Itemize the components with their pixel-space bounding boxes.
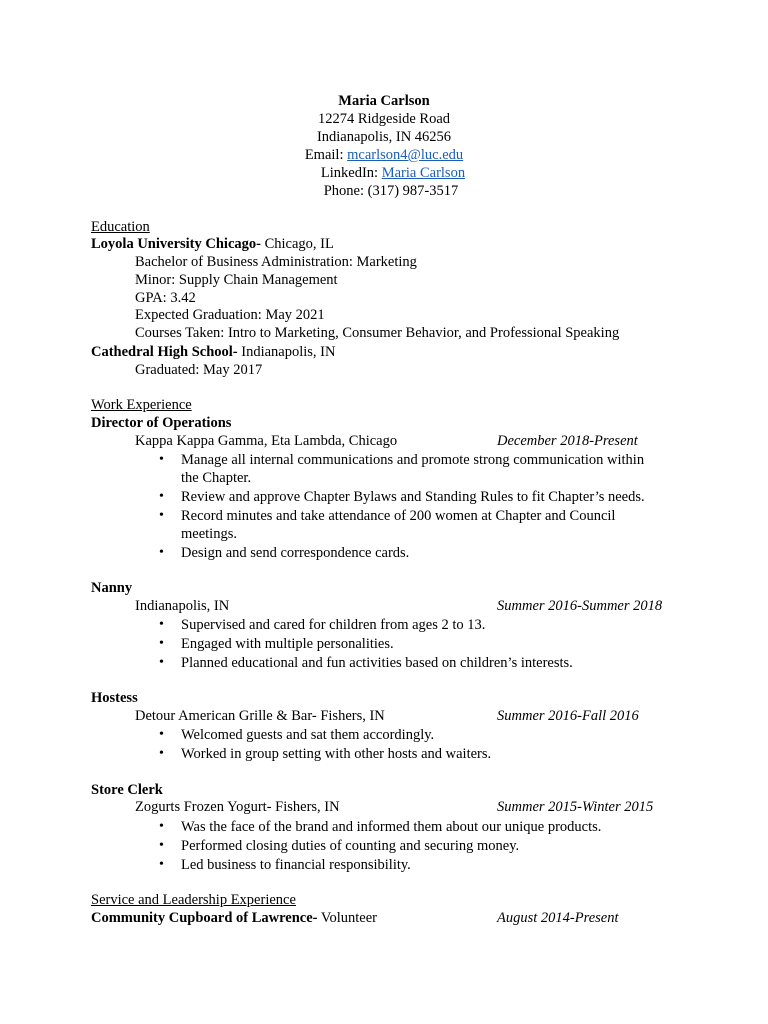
job-4-org: Zogurts Frozen Yogurt- Fishers, IN (135, 799, 340, 815)
applicant-name: Maria Carlson (338, 93, 430, 109)
list-item: • Welcomed guests and sat them accordingly. (157, 726, 657, 744)
address-line-1: 12274 Ridgeside Road (317, 111, 451, 127)
service-role: Volunteer (317, 910, 377, 926)
list-item: • Manage all internal communications and promote strong communication within the Chapter. (157, 451, 657, 487)
school-2-graduated: Graduated: May 2017 (135, 362, 263, 378)
list-item: • Planned educational and fun activities based on children’s interests. (157, 654, 657, 672)
job-4-role: Store Clerk (91, 782, 163, 798)
school-2-name: Cathedral High School- (91, 344, 238, 360)
linkedin-link[interactable]: Maria Carlson (381, 165, 466, 181)
education-heading: Education (91, 219, 150, 235)
job-4-dates: Summer 2015-Winter 2015 (497, 799, 654, 815)
service-heading: Service and Leadership Experience (91, 892, 296, 908)
school-1-location: Chicago, IL (260, 236, 334, 252)
job-2-role: Nanny (91, 580, 133, 596)
list-item: • Engaged with multiple personalities. (157, 635, 657, 653)
job-3-dates: Summer 2016-Fall 2016 (497, 708, 639, 724)
email-link[interactable]: mcarlson4@luc.edu (347, 147, 464, 163)
list-item: • Was the face of the brand and informed them about our unique products. (157, 818, 657, 836)
job-1-bullets (157, 451, 657, 563)
email-line (0, 146, 768, 164)
list-item: • Review and approve Chapter Bylaws and Standing Rules to fit Chapter’s needs. (157, 488, 657, 506)
school-1-name: Loyola University Chicago- (91, 236, 261, 252)
service-org (91, 909, 377, 927)
linkedin-label: LinkedIn: (320, 165, 382, 181)
contact-header (0, 92, 768, 200)
job-3-role: Hostess (91, 690, 138, 706)
list-item: • Worked in group setting with other hosts and waiters. (157, 745, 657, 763)
address-line-2: Indianapolis, IN 46256 (316, 129, 452, 145)
phone-line: Phone: (317) 987-3517 (323, 183, 459, 199)
job-1-org: Kappa Kappa Gamma, Eta Lambda, Chicago (135, 433, 398, 449)
school-1 (91, 235, 334, 253)
list-item: • Led business to financial responsibility. (157, 856, 657, 874)
service-dates: August 2014-Present (497, 910, 619, 926)
job-3-bullets (157, 726, 657, 764)
email-label: Email: (304, 147, 348, 163)
list-item: • Performed closing duties of counting and securing money. (157, 837, 657, 855)
job-2-bullets (157, 616, 657, 673)
job-2-org: Indianapolis, IN (135, 598, 230, 614)
work-heading: Work Experience (91, 397, 192, 413)
service-org-name: Community Cupboard of Lawrence- (91, 910, 318, 926)
minor-line: Minor: Supply Chain Management (135, 272, 338, 288)
list-item: • Design and send correspondence cards. (157, 544, 657, 562)
job-2-dates: Summer 2016-Summer 2018 (497, 598, 663, 614)
courses-line: Courses Taken: Intro to Marketing, Consumer Behavior, and Professional Speaking (135, 325, 620, 341)
job-4-bullets (157, 818, 657, 875)
school-2 (91, 343, 335, 361)
job-3-org: Detour American Grille & Bar- Fishers, IN (135, 708, 385, 724)
graduation-line: Expected Graduation: May 2021 (135, 307, 325, 323)
job-1-role: Director of Operations (91, 415, 232, 431)
job-1-dates: December 2018-Present (497, 433, 638, 449)
linkedin-line (0, 164, 768, 182)
gpa-line: GPA: 3.42 (135, 290, 196, 306)
list-item: • Supervised and cared for children from ages 2 to 13. (157, 616, 657, 634)
degree-line: Bachelor of Business Administration: Marketing (135, 254, 417, 270)
school-2-location: Indianapolis, IN (237, 344, 336, 360)
list-item: • Record minutes and take attendance of 200 women at Chapter and Council meetings. (157, 507, 657, 543)
